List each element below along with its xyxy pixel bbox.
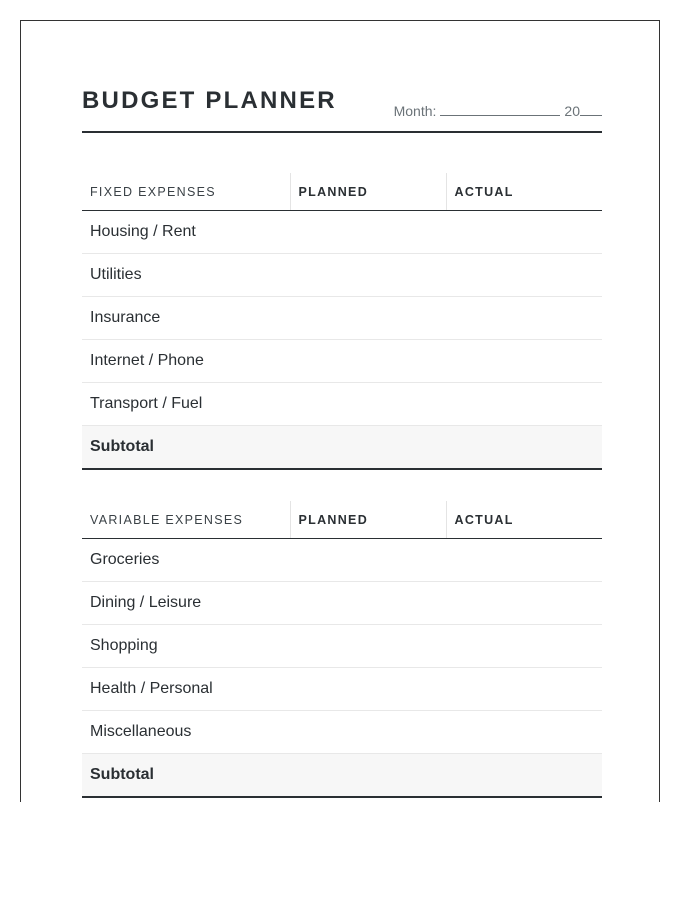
page-title: BUDGET PLANNER <box>82 87 337 114</box>
planned-cell[interactable] <box>290 711 446 754</box>
table-row <box>82 254 602 297</box>
page-header <box>82 87 602 133</box>
budget-page <box>20 20 660 802</box>
actual-cell[interactable] <box>446 297 602 340</box>
planned-column-header: PLANNED <box>290 501 446 539</box>
planned-subtotal-cell[interactable] <box>290 754 446 798</box>
table-row <box>82 539 602 582</box>
actual-cell[interactable] <box>446 383 602 426</box>
table-row <box>82 711 602 754</box>
table-row <box>82 582 602 625</box>
planned-cell[interactable] <box>290 383 446 426</box>
variable-expenses-heading: VARIABLE EXPENSES <box>82 501 290 539</box>
expense-label: Utilities <box>82 254 290 297</box>
actual-subtotal-cell[interactable] <box>446 426 602 470</box>
planned-cell[interactable] <box>290 297 446 340</box>
actual-cell[interactable] <box>446 340 602 383</box>
table-header-row <box>82 501 602 539</box>
planned-cell[interactable] <box>290 211 446 254</box>
planned-cell[interactable] <box>290 668 446 711</box>
expense-label: Internet / Phone <box>82 340 290 383</box>
table-row <box>82 625 602 668</box>
year-blank[interactable] <box>580 101 602 116</box>
subtotal-label: Subtotal <box>82 426 290 470</box>
planned-cell[interactable] <box>290 539 446 582</box>
actual-cell[interactable] <box>446 711 602 754</box>
planned-subtotal-cell[interactable] <box>290 426 446 470</box>
table-header-row <box>82 173 602 211</box>
actual-cell[interactable] <box>446 539 602 582</box>
planned-cell[interactable] <box>290 254 446 297</box>
subtotal-row <box>82 754 602 798</box>
actual-column-header: ACTUAL <box>446 501 602 539</box>
actual-cell[interactable] <box>446 211 602 254</box>
expense-label: Health / Personal <box>82 668 290 711</box>
actual-cell[interactable] <box>446 582 602 625</box>
table-row <box>82 340 602 383</box>
subtotal-row <box>82 426 602 470</box>
actual-cell[interactable] <box>446 668 602 711</box>
table-row <box>82 297 602 340</box>
expense-label: Dining / Leisure <box>82 582 290 625</box>
expense-label: Miscellaneous <box>82 711 290 754</box>
actual-cell[interactable] <box>446 625 602 668</box>
table-row <box>82 668 602 711</box>
planned-cell[interactable] <box>290 625 446 668</box>
year-prefix: 20 <box>564 103 580 119</box>
month-label: Month: <box>393 103 437 119</box>
expense-label: Groceries <box>82 539 290 582</box>
table-row <box>82 383 602 426</box>
subtotal-label: Subtotal <box>82 754 290 798</box>
planned-cell[interactable] <box>290 340 446 383</box>
actual-column-header: ACTUAL <box>446 173 602 211</box>
month-field <box>394 101 602 119</box>
planned-cell[interactable] <box>290 582 446 625</box>
planned-column-header: PLANNED <box>290 173 446 211</box>
fixed-expenses-table <box>82 173 602 470</box>
expense-label: Housing / Rent <box>82 211 290 254</box>
table-row <box>82 211 602 254</box>
actual-cell[interactable] <box>446 254 602 297</box>
variable-expenses-table <box>82 501 602 798</box>
expense-label: Shopping <box>82 625 290 668</box>
expense-label: Insurance <box>82 297 290 340</box>
expense-label: Transport / Fuel <box>82 383 290 426</box>
month-blank[interactable] <box>440 101 560 116</box>
fixed-expenses-heading: FIXED EXPENSES <box>82 173 290 211</box>
actual-subtotal-cell[interactable] <box>446 754 602 798</box>
